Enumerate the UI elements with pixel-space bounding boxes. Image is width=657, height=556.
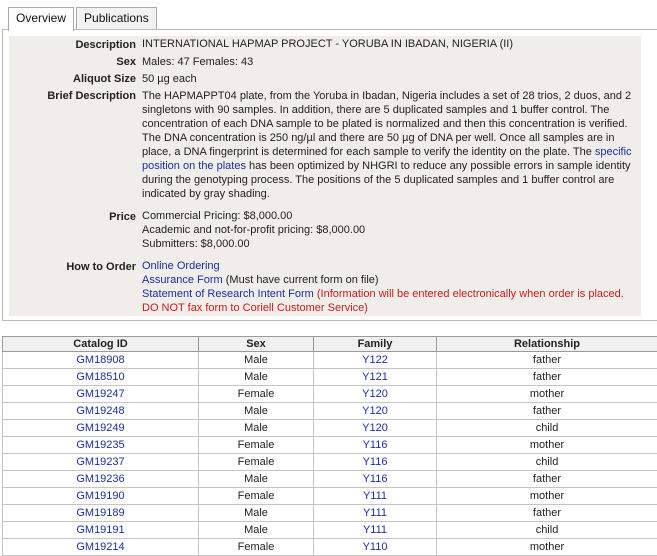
brief-description-label: Brief Description bbox=[9, 87, 139, 202]
how-to-order-row bbox=[9, 258, 641, 316]
family-link[interactable]: Y122 bbox=[314, 352, 437, 369]
sex-cell: Female bbox=[199, 386, 314, 403]
sex-cell: Male bbox=[199, 522, 314, 539]
relationship-cell: father bbox=[437, 369, 657, 386]
price-label: Price bbox=[9, 208, 139, 252]
sex-row bbox=[9, 53, 641, 70]
sex-value: Males: 47 Females: 43 bbox=[139, 53, 641, 70]
family-link[interactable]: Y111 bbox=[314, 522, 437, 539]
family-link[interactable]: Y116 bbox=[314, 437, 437, 454]
table-row bbox=[3, 471, 657, 488]
brief-text-part1: The HAPMAPPT04 plate, from the Yoruba in Ibadan, Nigeria includes a set of 28 trios, 2 duos, and 2 singletons with 90 samples. In addition, there are 5 duplicated samples and 1 buffer control. The concentration of each DNA sample to be plated is normalized and then this concentration is verified. The DNA concentration is 250 ng/µl and there are 50 µg of DNA per well. Once all samples are in place, a DNA fingerprint is determined for each sample to verify the identity on the plate. The bbox=[142, 90, 631, 158]
table-row bbox=[3, 522, 657, 539]
table-row bbox=[3, 420, 657, 437]
tab-publications[interactable]: Publications bbox=[76, 7, 157, 29]
table-row bbox=[3, 505, 657, 522]
catalog-id-link[interactable]: GM19214 bbox=[3, 539, 199, 556]
catalog-id-link[interactable]: GM19191 bbox=[3, 522, 199, 539]
family-link[interactable]: Y116 bbox=[314, 454, 437, 471]
tab-bar bbox=[8, 7, 159, 29]
how-to-order-label: How to Order bbox=[9, 258, 139, 316]
online-ordering-link[interactable]: Online Ordering bbox=[142, 260, 220, 272]
relationship-cell: child bbox=[437, 420, 657, 437]
overview-panel bbox=[2, 29, 657, 321]
table-row bbox=[3, 352, 657, 369]
price-commercial: Commercial Pricing: $8,000.00 bbox=[142, 209, 638, 223]
relationship-cell: mother bbox=[437, 437, 657, 454]
relationship-cell: child bbox=[437, 454, 657, 471]
catalog-id-link[interactable]: GM18510 bbox=[3, 369, 199, 386]
aliquot-row bbox=[9, 70, 641, 87]
catalog-id-link[interactable]: GM19248 bbox=[3, 403, 199, 420]
aliquot-value: 50 µg each bbox=[139, 70, 641, 87]
statement-note: (Information will be entered electronically when order is placed. DO NOT fax form to Coriell Customer Service) bbox=[142, 288, 624, 314]
table-row bbox=[3, 403, 657, 420]
relationship-cell: mother bbox=[437, 539, 657, 556]
family-link[interactable]: Y120 bbox=[314, 386, 437, 403]
relationship-cell: child bbox=[437, 522, 657, 539]
catalog-id-link[interactable]: GM19236 bbox=[3, 471, 199, 488]
family-link[interactable]: Y120 bbox=[314, 420, 437, 437]
sex-cell: Male bbox=[199, 369, 314, 386]
catalog-header-row bbox=[3, 337, 657, 352]
brief-description-row bbox=[9, 87, 641, 202]
table-row bbox=[3, 437, 657, 454]
family-link[interactable]: Y120 bbox=[314, 403, 437, 420]
table-row bbox=[3, 539, 657, 556]
aliquot-label: Aliquot Size bbox=[9, 70, 139, 87]
sex-cell: Female bbox=[199, 437, 314, 454]
sex-label: Sex bbox=[9, 53, 139, 70]
price-row bbox=[9, 208, 641, 252]
details-table bbox=[9, 36, 641, 316]
sex-cell: Male bbox=[199, 352, 314, 369]
header-family[interactable]: Family bbox=[314, 337, 437, 352]
sex-cell: Female bbox=[199, 454, 314, 471]
sex-cell: Female bbox=[199, 539, 314, 556]
assurance-note: (Must have current form on file) bbox=[223, 274, 379, 286]
relationship-cell: mother bbox=[437, 386, 657, 403]
description-value: INTERNATIONAL HAPMAP PROJECT - YORUBA IN IBADAN, NIGERIA (II) bbox=[139, 36, 641, 53]
sex-cell: Male bbox=[199, 403, 314, 420]
how-to-order-value bbox=[139, 258, 641, 316]
family-link[interactable]: Y110 bbox=[314, 539, 437, 556]
description-label: Description bbox=[9, 36, 139, 53]
relationship-cell: father bbox=[437, 403, 657, 420]
price-submitters: Submitters: $8,000.00 bbox=[142, 237, 638, 251]
specific-position-link[interactable]: specific position on the plates bbox=[142, 146, 632, 172]
relationship-cell: mother bbox=[437, 488, 657, 505]
table-row bbox=[3, 386, 657, 403]
sex-cell: Male bbox=[199, 471, 314, 488]
catalog-table bbox=[2, 336, 657, 556]
tab-overview[interactable]: Overview bbox=[8, 7, 74, 31]
sex-cell: Female bbox=[199, 488, 314, 505]
catalog-id-link[interactable]: GM19189 bbox=[3, 505, 199, 522]
family-link[interactable]: Y111 bbox=[314, 505, 437, 522]
relationship-cell: father bbox=[437, 505, 657, 522]
price-academic: Academic and not-for-profit pricing: $8,000.00 bbox=[142, 223, 638, 237]
table-row bbox=[3, 369, 657, 386]
catalog-id-link[interactable]: GM19190 bbox=[3, 488, 199, 505]
brief-description-value bbox=[139, 87, 641, 202]
family-link[interactable]: Y116 bbox=[314, 471, 437, 488]
catalog-id-link[interactable]: GM18908 bbox=[3, 352, 199, 369]
header-sex[interactable]: Sex bbox=[199, 337, 314, 352]
catalog-id-link[interactable]: GM19249 bbox=[3, 420, 199, 437]
catalog-id-link[interactable]: GM19247 bbox=[3, 386, 199, 403]
brief-text-part2: has been optimized by NHGRI to reduce any possible errors in sample identity during the genotyping process. The positions of the 5 duplicated samples and 1 buffer control are indicated by gray shading. bbox=[142, 160, 631, 200]
statement-research-intent-link[interactable]: Statement of Research Intent Form bbox=[142, 288, 314, 300]
relationship-cell: father bbox=[437, 471, 657, 488]
price-value bbox=[139, 208, 641, 252]
catalog-id-link[interactable]: GM19237 bbox=[3, 454, 199, 471]
table-row bbox=[3, 488, 657, 505]
family-link[interactable]: Y121 bbox=[314, 369, 437, 386]
assurance-form-link[interactable]: Assurance Form bbox=[142, 274, 223, 286]
sex-cell: Male bbox=[199, 505, 314, 522]
table-row bbox=[3, 454, 657, 471]
header-catalog-id[interactable]: Catalog ID bbox=[3, 337, 199, 352]
description-row bbox=[9, 36, 641, 53]
header-relationship[interactable]: Relationship bbox=[437, 337, 657, 352]
catalog-id-link[interactable]: GM19235 bbox=[3, 437, 199, 454]
family-link[interactable]: Y111 bbox=[314, 488, 437, 505]
relationship-cell: father bbox=[437, 352, 657, 369]
sex-cell: Male bbox=[199, 420, 314, 437]
